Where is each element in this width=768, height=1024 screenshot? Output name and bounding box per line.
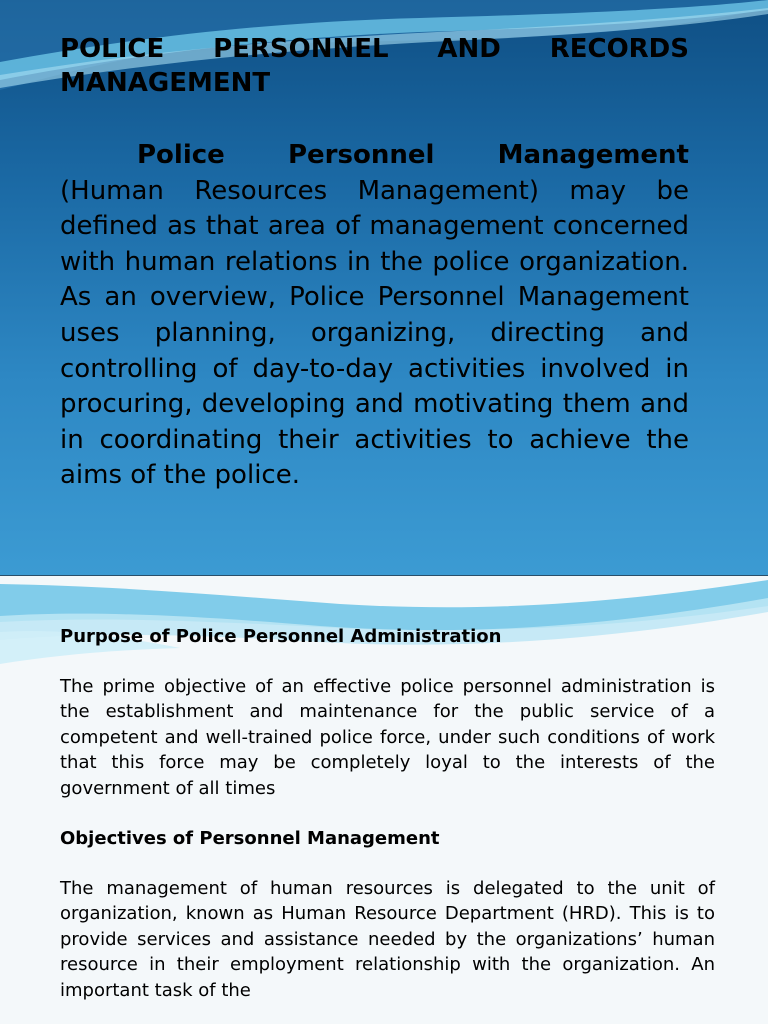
purpose-paragraph: The prime objective of an effective police personnel administration is the establishment and maintenance for the public service of a competent and well-trained police force, under such conditions of work that this force may be completely loyal to the interests of the government of all times [60, 676, 715, 799]
slide-2 [0, 576, 768, 1024]
objectives-heading: Objectives of Personnel Management [60, 828, 440, 850]
slide-1-paragraph [60, 138, 689, 494]
slide-1-content [60, 32, 689, 494]
objectives-paragraph: The management of human resources is delegated to the unit of organization, known as Human Resource Department (HRD). This is to provide services and assistance needed by the organizations’ human resource in their employment relationship with the organization. An important task of the [60, 878, 715, 1001]
slide-2-content [60, 624, 715, 1003]
slide-1-title: POLICE PERSONNEL AND RECORDS MANAGEMENT [60, 34, 689, 98]
slide-1-body: (Human Resources Management) may be defined as that area of management concerned with human relations in the police organization. As an overview, Police Personnel Management uses planning, organizing, directing and controlling of day-to-day activities involved in procuring, developing and motivating them and in coordinating their activities to achieve the aims of the police. [60, 175, 689, 491]
purpose-heading: Purpose of Police Personnel Administration [60, 626, 502, 647]
slide-1-lead-term: Police Personnel Management [137, 140, 689, 170]
